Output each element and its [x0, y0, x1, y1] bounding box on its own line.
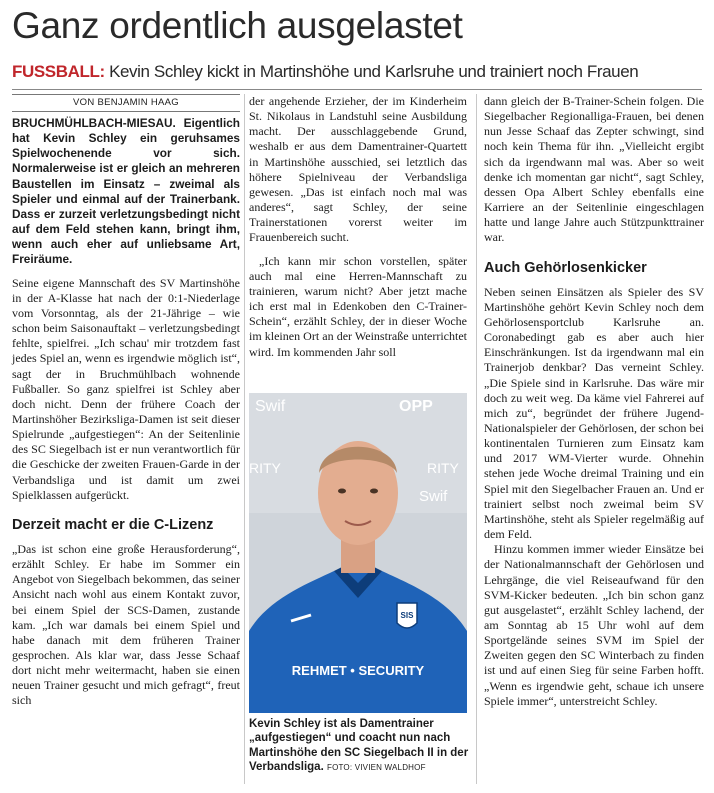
sponsor-logo-swift-right: Swif [419, 488, 448, 505]
header-rule [12, 89, 702, 90]
club-crest-text: SIS [400, 611, 414, 620]
sponsor-banner-right: RITY [427, 460, 459, 476]
subheadline [12, 60, 712, 84]
photo-credit: FOTO: VIVIEN WALDHOF [326, 762, 426, 772]
photo-illustration [249, 393, 467, 713]
subtitle: Kevin Schley kickt in Martinshöhe und Karlsruhe und trainiert noch Frauen [109, 62, 639, 81]
section-kicker: FUSSBALL: [12, 62, 105, 81]
sponsor-banner-left: RITY [249, 460, 281, 476]
body-paragraph: Seine eigene Mannschaft des SV Martinshöhe in der A-Klasse hat nach der 0:1-Niederlage vom Vorsonntag, als der 21-Jährige – wie schon beim Saisonauftakt – verletzungsbedingt fehlte, spielfrei. „Ich schau' mir trotzdem fast jedes Spiel an, wenn es irgendwie möglich ist“, sagt der in Bruchmühlbach wohnende Fußballer. So ganz spielfrei ist Schley aber doch nicht. Denn der frühere Coach der Martinshöher Bezirksliga-Damen ist seit dieser Spielrunde „aufgestiegen“: An der Seitenlinie des SC Siegelbach ist er nun verantwortlich für die Geschicke der zweiten Frauen-Garde in der Verbandsliga und ist damit um zwei Spielklassen aufgerückt. [12, 275, 240, 502]
column-2 [249, 94, 467, 360]
photo-caption [249, 717, 469, 775]
column-divider [476, 94, 477, 784]
body-paragraph: Hinzu kommen immer wieder Einsätze bei der Nationalmannschaft der Gehörlosen und Lehrgänge, die viel Reiseaufwand für den SVM-Kicker bedeuten. „Ich bin schon ganz gut ausgelastet“, erzählt Schley lachend, der am Sonntag ab 15 Uhr wohl auf dem Sportgelände seines SVM im Spiel der Zweiten gegen den SC Winterbach zu finden ist und auf einen Sieg für seine Farben hofft. „Wenn es irgendwie geht, schaue ich unsere Spiele immer“, unterstreicht Schley. [484, 542, 704, 708]
sponsor-logo-opp: OPP [399, 398, 433, 415]
player-photo [249, 393, 467, 713]
body-paragraph: „Ich kann mir schon vorstellen, später auch mal eine Herren-Mannschaft zu trainieren, warum nicht? Aber jetzt mache ich erst mal in Edenkoben den C-Trainer-Schein“, erzählt Schley, der in dieser Woche im kleinen Ort an der Weinstraße unterrichtet wird. Im kommenden Jahr soll [249, 253, 467, 359]
left-eye [338, 489, 346, 494]
column-1 [12, 94, 240, 709]
headline: Ganz ordentlich ausgelastet [12, 5, 463, 46]
body-paragraph: der angehende Erzieher, der im Kinderheim St. Nikolaus in Landstuhl seine Ausbildung macht. Der ausschlaggebende Grund, weshalb er aus dem Damentrainer-Quartett in Martinshöhe ausschied, sei letztlich das höhere Spielniveau der Verbandsliga gewesen. „Das ist einfach noch mal was anderes“, sagt Schley, der seine Trainerstationen vorerst weiter im Frauenbereich sucht. [249, 94, 467, 245]
column-divider [244, 94, 245, 784]
column-3 [484, 94, 704, 709]
subheading: Auch Gehörlosenkicker [484, 259, 647, 276]
subheading: Derzeit macht er die C-Lizenz [12, 516, 214, 533]
body-paragraph: dann gleich der B-Trainer-Schein folgen. Die Siegelbacher Regionalliga-Frauen, bei denen nun Jesse Schaaf das Zepter schwingt, sind noch kein Thema für ihn. „Vielleicht ergibt sich da irgendwann mal was. Aber so weit denke ich momentan gar nicht“, sagt Schley, dessen Opa Albert Schley ebenfalls eine Karriere an der Seitenlinie eingeschlagen hatte und lange Jahre auch Stützpunkttrainer war. [484, 94, 704, 245]
caption-text: Kevin Schley ist als Damentrainer „aufgestiegen“ und coacht nun nach Martinshöhe den SC Siegelbach II in der Verbandsliga. [249, 718, 469, 773]
right-eye [370, 489, 378, 494]
byline: VON BENJAMIN HAAG [12, 94, 240, 112]
body-paragraph: „Das ist schon eine große Herausforderung“, erzählt Schley. Er habe im Sommer ein Angebot von Siegelbach bekommen, das seiner Ansicht nach wohl aus einem Kontakt zuvor, bei einem Spiel der SCS-Damen, zustande kam. „Ich war damals bei einem Spiel und habe danach mit dem früheren Trainer gesprochen. Als klar war, dass Jesse Schaaf dort nicht mehr weitermacht, haben sie einen neuen Trainer gesucht und mich gefragt“, freut sich [12, 541, 240, 708]
body-paragraph: Neben seinen Einsätzen als Spieler des SV Martinshöhe gehört Kevin Schley noch dem Gehörlosensportclub Karlsruhe an. Coronabedingt gab es aber auch hier Einschränkungen. Ist da irgendwann mal ein Trainerjob denkbar? Das verneint Schley. „Die Spiele sind in Karlsruhe. Das wäre mir doch zu weit weg. Da käme viel Fahrerei auf mich zu“, begründet der frühere Jugend-Nationalspieler der Gehörlosen, der schon bei kontinentalen Turnieren zum Einsatz kam und 2017 WM-Vierter wurde. Ohnehin stehen jede Woche dreimal Training und ein Spiel mit den Siegelbacher Frauen an. Und er trainiert selbst noch zweimal beim SV Martinshöhe, steht als Spieler regelmäßig auf dem Feld. [484, 284, 704, 542]
sponsor-logo-swift: Swif [255, 398, 286, 415]
lead-paragraph: BRUCHMÜHLBACH-MIESAU. Eigentlich hat Kevin Schley ein geruhsames Spielwochenende vor sich. Normalerweise ist er gleich an mehreren Baustellen im Einsatz – zweimal als Spieler und einmal auf der Trainerbank. Dass er zurzeit verletzungsbedingt nicht auf dem Feld stehen kann, bringt ihm, wenn auch eher auf unliebsame Art, Freiräume. [12, 116, 240, 267]
shirt-sponsor: REHMET • SECURITY [291, 663, 425, 678]
